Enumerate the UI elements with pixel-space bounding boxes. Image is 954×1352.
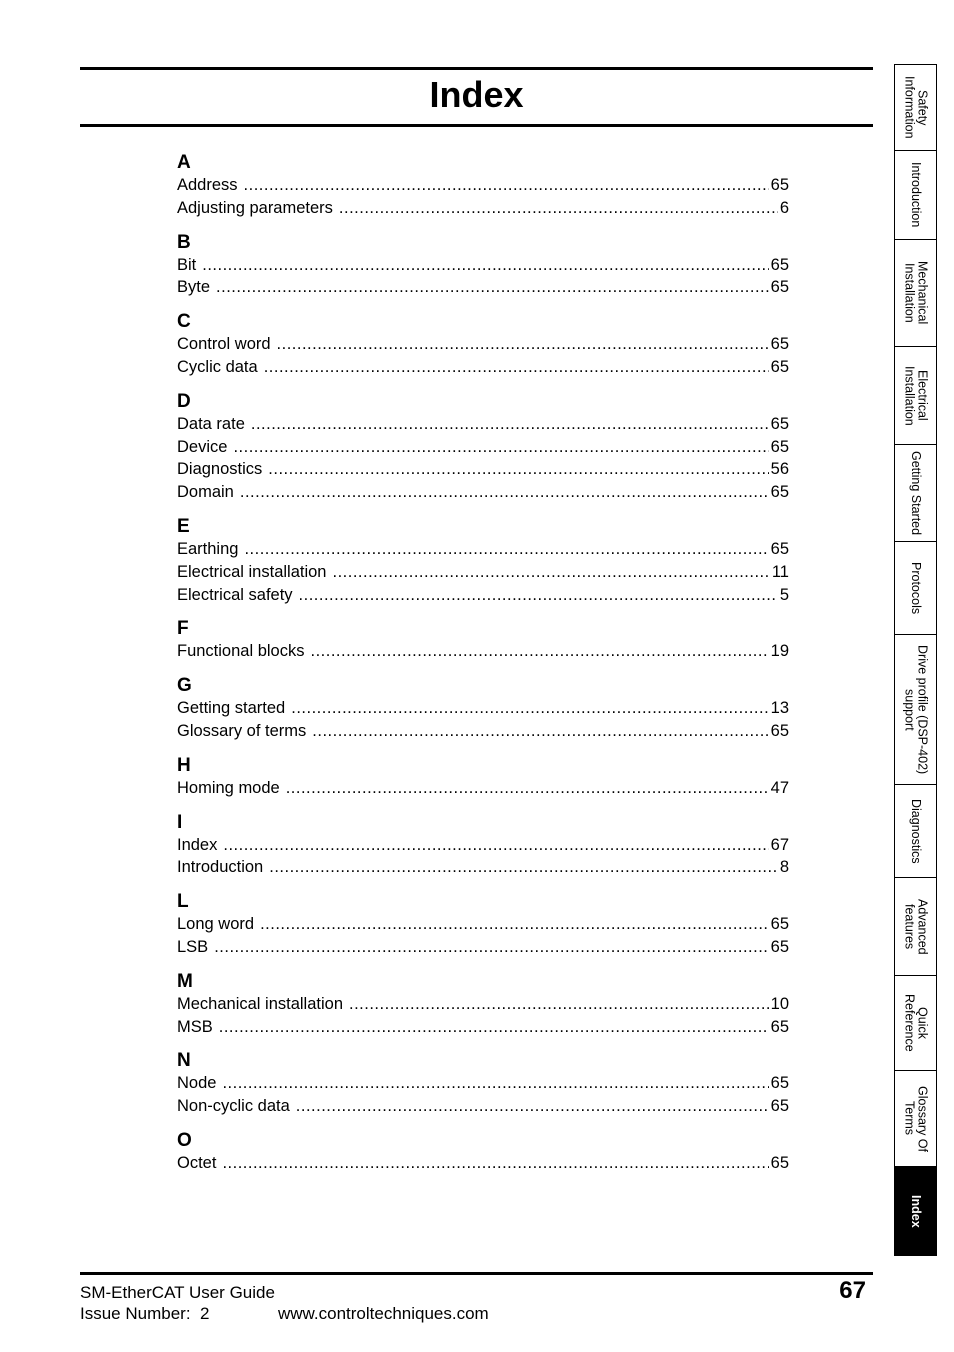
index-entry — [177, 1095, 789, 1118]
side-tab-introduction[interactable] — [895, 151, 936, 240]
side-tab-glossary-of-terms[interactable] — [895, 1071, 936, 1167]
side-tab-label: Drive profile (DSP-402) support — [902, 644, 930, 775]
index-entry — [177, 856, 789, 879]
dot-leader — [339, 197, 778, 220]
side-tab-safety-information[interactable] — [895, 65, 936, 151]
dot-leader — [216, 276, 769, 299]
dot-leader — [312, 720, 768, 743]
index-entry-term: MSB — [177, 1017, 213, 1036]
side-tab-label: Introduction — [909, 162, 923, 228]
index-entry-term: Homing mode — [177, 778, 280, 797]
dot-leader — [264, 356, 769, 379]
index-entry-term: Adjusting parameters — [177, 198, 333, 217]
index-group-a — [177, 152, 789, 220]
index-entry — [177, 254, 789, 277]
index-entry-term: Electrical installation — [177, 562, 327, 581]
side-tab-label: Safety Information — [902, 76, 930, 139]
index-entry-term: Long word — [177, 915, 255, 934]
index-entry-page: 5 — [779, 585, 789, 604]
dot-leader — [214, 936, 768, 959]
index-entry — [177, 913, 789, 936]
index-letter-heading: M — [177, 970, 193, 992]
index-entry-page: 6 — [779, 198, 789, 217]
index-letter-heading: H — [177, 754, 191, 776]
page-title: Index — [429, 74, 524, 115]
index-entry — [177, 720, 789, 743]
side-tab-label: Electrical Installation — [902, 365, 930, 426]
side-tab-getting-started[interactable] — [895, 445, 936, 542]
index-entry-page: 65 — [770, 437, 789, 456]
side-tab-label: Index — [909, 1194, 923, 1228]
index-entry — [177, 356, 789, 379]
index-entry-page: 19 — [770, 642, 789, 661]
side-tab-diagnostics[interactable] — [895, 785, 936, 878]
dot-leader — [202, 254, 768, 277]
index-entry-page: 67 — [770, 835, 789, 854]
dot-leader — [286, 777, 769, 800]
title-top-rule — [80, 67, 873, 70]
index-entry-term: Glossary of terms — [177, 721, 307, 740]
index-entry — [177, 333, 789, 356]
side-tab-label: Diagnostics — [909, 798, 923, 864]
index-entry-page: 11 — [771, 562, 789, 581]
dot-leader — [233, 436, 768, 459]
dot-leader — [222, 1152, 768, 1175]
index-entry-term: Index — [177, 835, 218, 854]
index-entry-page: 65 — [770, 255, 789, 274]
index-entry — [177, 993, 789, 1016]
index-entry-page: 65 — [770, 357, 789, 376]
index-entry-page: 10 — [770, 994, 789, 1013]
index-entry-page: 65 — [770, 483, 789, 502]
dot-leader — [244, 538, 768, 561]
index-entry-term: Introduction — [177, 858, 264, 877]
index-entry-page: 13 — [770, 699, 789, 718]
index-letter-heading: L — [177, 891, 189, 913]
index-letter-heading: N — [177, 1050, 191, 1072]
dot-leader — [223, 834, 768, 857]
index-entry-page: 65 — [770, 721, 789, 740]
side-tab-index[interactable] — [895, 1167, 936, 1255]
index-entry — [177, 1072, 789, 1095]
side-tab-label: Quick Reference — [902, 994, 930, 1052]
index-entry-term: Getting started — [177, 699, 286, 718]
index-entry-page: 56 — [770, 460, 789, 479]
dot-leader — [244, 174, 769, 197]
index-group-m — [177, 971, 789, 1039]
index-entry-page: 47 — [770, 778, 789, 797]
index-entry — [177, 413, 789, 436]
index-entry — [177, 697, 789, 720]
page-number: 67 — [839, 1277, 866, 1304]
index-entry-page: 65 — [770, 176, 789, 194]
index-letter-heading: F — [177, 618, 189, 640]
dot-leader — [251, 413, 769, 436]
side-tab-label: Mechanical Installation — [902, 261, 930, 325]
index-entry-page: 65 — [770, 1097, 789, 1116]
index-entry — [177, 1016, 789, 1039]
index-entry — [177, 538, 789, 561]
index-entry — [177, 584, 789, 607]
footer-url: www.controltechniques.com — [278, 1304, 489, 1323]
side-tab-label: Getting Started — [909, 450, 923, 536]
index-entry-page: 65 — [770, 915, 789, 934]
dot-leader — [291, 697, 768, 720]
index-group-i — [177, 812, 789, 880]
index-entry-page: 65 — [770, 937, 789, 956]
index-entry — [177, 481, 789, 504]
dot-leader — [349, 993, 769, 1016]
index-entry-term: Electrical safety — [177, 585, 293, 604]
footer-rule — [80, 1272, 873, 1275]
index-group-b — [177, 232, 789, 300]
index-entry-page: 65 — [770, 1017, 789, 1036]
index-entry — [177, 834, 789, 857]
side-tab-label: Advanced features — [902, 898, 930, 955]
side-tab-strip — [894, 64, 937, 1256]
index-entry — [177, 640, 789, 663]
index-entry — [177, 276, 789, 299]
side-tab-drive-profile-dsp-402-support[interactable] — [895, 635, 936, 785]
index-entry — [177, 436, 789, 459]
index-entry — [177, 197, 789, 220]
side-tab-mechanical-installation[interactable] — [895, 240, 936, 347]
index-group-e — [177, 516, 789, 606]
side-tab-electrical-installation[interactable] — [895, 347, 936, 445]
index-entry-term: Mechanical installation — [177, 994, 344, 1013]
index-letter-heading: G — [177, 675, 192, 697]
dot-leader — [299, 584, 778, 607]
index-letter-heading: A — [177, 152, 191, 173]
index-letter-heading: D — [177, 390, 191, 412]
index-letter-heading: O — [177, 1129, 192, 1151]
index-entry-term: Byte — [177, 278, 211, 297]
dot-leader — [222, 1072, 768, 1095]
index-group-n — [177, 1050, 789, 1118]
index-entry-page: 65 — [770, 335, 789, 354]
index-group-d — [177, 391, 789, 504]
index-entry-term: Device — [177, 437, 228, 456]
dot-leader — [269, 856, 778, 879]
index-group-c — [177, 311, 789, 379]
index-entry-page: 65 — [770, 539, 789, 558]
dot-leader — [260, 913, 769, 936]
index-entry — [177, 936, 789, 959]
index-group-f — [177, 618, 789, 663]
index-entry — [177, 174, 789, 197]
side-tab-label: Glossary Of Terms — [902, 1085, 930, 1152]
index-list — [177, 152, 789, 1187]
index-entry — [177, 1152, 789, 1175]
index-group-l — [177, 891, 789, 959]
dot-leader — [277, 333, 769, 356]
index-group-h — [177, 755, 789, 800]
footer-issue-number: Issue Number: 2 — [80, 1304, 210, 1323]
footer-guide-title: SM-EtherCAT User Guide — [80, 1283, 275, 1302]
dot-leader — [219, 1016, 769, 1039]
index-letter-heading: B — [177, 231, 191, 253]
index-entry-term: Domain — [177, 483, 234, 502]
side-tab-label: Protocols — [909, 561, 923, 615]
index-entry-term: Functional blocks — [177, 642, 305, 661]
index-entry-term: Diagnostics — [177, 460, 263, 479]
index-letter-heading: I — [177, 811, 183, 833]
index-entry-term: Earthing — [177, 539, 239, 558]
index-entry-term: Cyclic data — [177, 357, 258, 376]
index-entry — [177, 561, 789, 584]
side-tab-protocols[interactable] — [895, 542, 936, 635]
index-entry-page: 65 — [770, 414, 789, 433]
index-entry-term: Non-cyclic data — [177, 1097, 290, 1116]
side-tab-quick-reference[interactable] — [895, 976, 936, 1071]
index-entry-page: 8 — [779, 858, 789, 877]
dot-leader — [332, 561, 769, 584]
index-entry-term: Data rate — [177, 414, 245, 433]
title-bottom-rule — [80, 124, 873, 127]
dot-leader — [310, 640, 768, 663]
dot-leader — [296, 1095, 769, 1118]
index-letter-heading: C — [177, 311, 191, 333]
index-group-o — [177, 1130, 789, 1175]
index-letter-heading: E — [177, 515, 190, 537]
index-entry-page: 65 — [770, 278, 789, 297]
index-entry — [177, 777, 789, 800]
index-entry-term: Octet — [177, 1153, 217, 1172]
index-entry-page: 65 — [770, 1153, 789, 1172]
index-entry — [177, 458, 789, 481]
dot-leader — [240, 481, 769, 504]
index-entry-term: LSB — [177, 937, 209, 956]
index-group-g — [177, 675, 789, 743]
index-entry-term: Control word — [177, 335, 271, 354]
index-entry-page: 65 — [770, 1074, 789, 1093]
index-entry-term: Bit — [177, 255, 197, 274]
dot-leader — [268, 458, 768, 481]
index-entry-term: Node — [177, 1074, 217, 1093]
side-tab-advanced-features[interactable] — [895, 878, 936, 976]
index-entry-term: Address — [177, 176, 238, 194]
